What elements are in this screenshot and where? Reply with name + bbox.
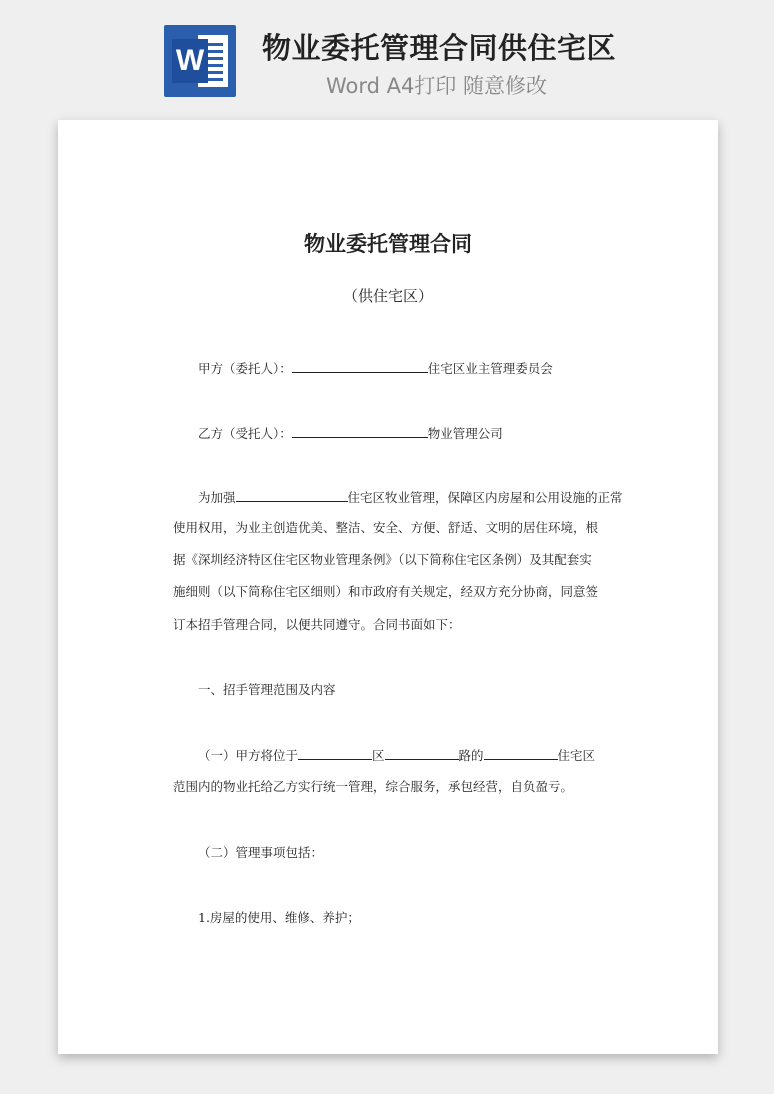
item-1: 1.房屋的使用、维修、养护； (198, 910, 360, 925)
document-page (58, 120, 718, 1054)
estate-blank (484, 747, 558, 760)
clause-1-prefix: （一）甲方将位于 (198, 748, 299, 763)
party-b-suffix: 物业管理公司 (427, 426, 503, 441)
clause-1-suffix: 住宅区 (557, 748, 596, 763)
clause-2: （二）管理事项包括： (198, 845, 324, 860)
party-b-line (198, 425, 503, 442)
intro-line-1 (198, 489, 623, 506)
word-icon (164, 25, 236, 97)
section-1-heading: 一、招手管理范围及内容 (198, 682, 336, 697)
intro-suffix: 住宅区牧业管理，保障区内房屋和公用设施的正常 (347, 490, 623, 505)
intro-line-4: 施细则（以下简称住宅区细则）和市政府有关规定，经双方充分协商，同意签 (173, 584, 599, 599)
party-a-label: 甲方（委托人）： (198, 361, 292, 376)
intro-blank (236, 489, 348, 502)
party-a-suffix: 住宅区业主管理委员会 (427, 361, 553, 376)
intro-line-5: 订本招手管理合同，以便共同遵守。合同书面如下： (173, 617, 461, 632)
party-a-line (198, 360, 553, 377)
document-title: 物业委托管理合同 (304, 232, 472, 256)
document-subtitle: （供住宅区） (342, 287, 433, 305)
clause-1-mid2: 路的 (458, 748, 484, 763)
header (0, 0, 774, 118)
party-a-blank (292, 360, 428, 373)
clause-1-line-1 (198, 747, 595, 764)
road-blank (385, 747, 459, 760)
banner-title: 物业委托管理合同供住宅区 (262, 31, 617, 65)
intro-prefix: 为加强 (198, 490, 236, 505)
party-b-blank (292, 425, 428, 438)
party-b-label: 乙方（受托人）： (198, 426, 292, 441)
clause-1-mid1: 区 (372, 748, 385, 763)
banner-subtitle: Word A4打印 随意修改 (326, 74, 548, 98)
intro-line-2: 使用权用，为业主创造优美、整洁、安全、方便、舒适、文明的居住环境，根 (173, 520, 599, 535)
intro-line-3: 据《深圳经济特区住宅区物业管理条例》（以下简称住宅区条例）及其配套实 (173, 552, 592, 567)
word-letter: W (172, 39, 208, 83)
clause-1-line-2: 范围内的物业托给乙方实行统一管理，综合服务，承包经营，自负盈亏。 (173, 779, 574, 794)
district-blank (298, 747, 372, 760)
